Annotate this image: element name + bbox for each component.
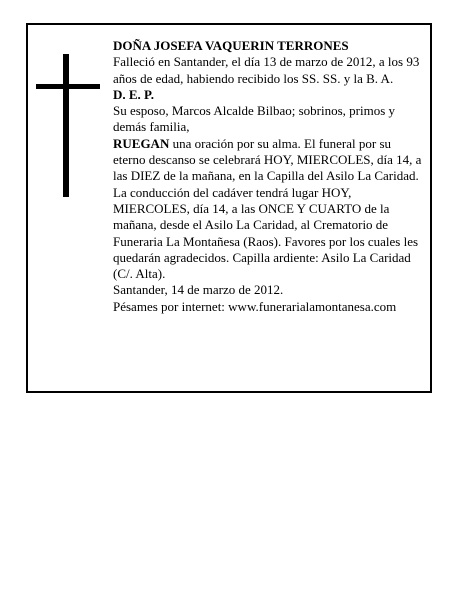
request-paragraph xyxy=(113,136,425,283)
cross-horizontal-bar xyxy=(36,84,100,89)
condolences-line: Pésames por internet: www.funerarialamontanesa.com xyxy=(113,298,397,314)
family-line: Su esposo, Marcos Alcalde Bilbao; sobrinos, primos y demás familia, xyxy=(113,103,396,135)
place-date: Santander, 14 de marzo de 2012. xyxy=(113,282,284,298)
cross-vertical-bar xyxy=(63,54,69,197)
latin-cross-icon xyxy=(36,54,100,197)
request-body: una oración por su alma. El funeral por su eterno descanso se celebrará HOY, MIERCOLES, día 14, a las DIEZ de la mañana, en la Capilla del Asilo La Caridad. La conducción del cadáver tendrá lugar HOY, MIERCOLES, día 14, a las ONCE Y CUARTO de la mañana, desde el Asilo La Caridad, al Crematorio de Funeraria La Montañesa (Raos). Favores por los cuales les quedarán agradecidos. Capilla ardiente: Asilo La Caridad (C/. Alta). xyxy=(113,135,422,282)
dep-line: D. E. P. xyxy=(113,86,155,102)
request-lead: RUEGAN xyxy=(113,135,170,151)
deceased-name: DOÑA JOSEFA VAQUERIN TERRONES xyxy=(113,38,349,53)
death-notice: Falleció en Santander, el día 13 de marzo de 2012, a los 93 años de edad, habiendo recibido los SS. SS. y la B. A. xyxy=(113,54,420,86)
obituary-text xyxy=(113,38,425,315)
